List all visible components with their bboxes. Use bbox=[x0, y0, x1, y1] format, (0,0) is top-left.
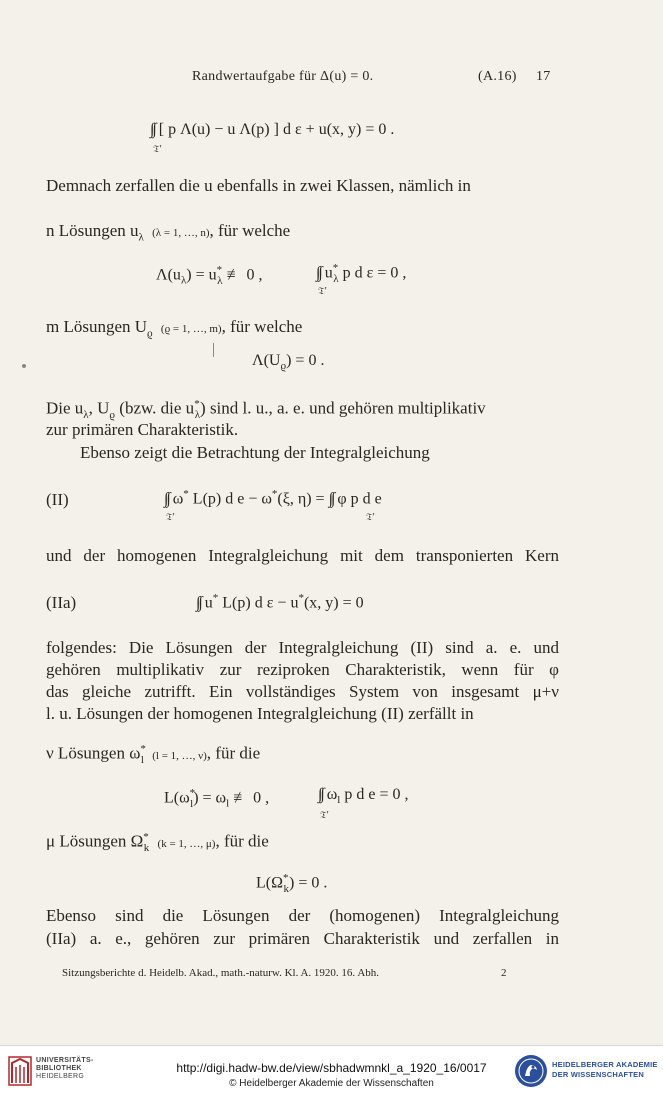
mu-solutions-line bbox=[46, 831, 269, 854]
nu-solutions-text: ν Lösungen ω bbox=[46, 743, 141, 763]
eq2-tail: ) = 0 . bbox=[286, 352, 325, 369]
paragraph-line: folgendes: Die Lösungen der Integralgleichung (II) sind a. e. und bbox=[46, 638, 559, 657]
double-integral-sign: ∫∫ bbox=[164, 490, 169, 508]
star-superscript: * bbox=[140, 743, 146, 755]
star-superscript: * bbox=[298, 592, 304, 604]
section-ref: (A.16) bbox=[478, 69, 517, 84]
library-name-line: BIBLIOTHEK bbox=[36, 1065, 82, 1072]
double-integral-sign: ∫∫ bbox=[196, 594, 201, 612]
subscript-l: l bbox=[190, 797, 194, 810]
eq3-left: L(ω bbox=[164, 789, 190, 807]
library-name-line: HEIDELBERG bbox=[36, 1073, 85, 1080]
equation-0 bbox=[150, 121, 394, 139]
eqII-part: L(p) d e − ω bbox=[188, 490, 272, 508]
eqII-part: ω bbox=[172, 490, 184, 508]
library-name-line: UNIVERSITÄTS- bbox=[36, 1057, 94, 1064]
para2-part: (bzw. die u bbox=[115, 398, 195, 418]
running-title: Randwertaufgabe für Δ(u) = 0. bbox=[192, 69, 374, 84]
scan-dot bbox=[22, 364, 26, 368]
double-integral-sign: ∫∫ bbox=[318, 786, 323, 803]
copyright-notice: © Heidelberger Akademie der Wissenschaften bbox=[229, 1078, 434, 1089]
eqIIa-part: (x, y) = 0 bbox=[303, 594, 364, 612]
equation-3 bbox=[164, 787, 269, 810]
equation-label-II: (II) bbox=[46, 490, 69, 509]
integration-domain: 𝔗′ bbox=[166, 512, 175, 523]
eq1-right: ≢ 0 , bbox=[222, 266, 263, 284]
page-number: 17 bbox=[536, 69, 551, 84]
n-solutions-tail: , für welche bbox=[209, 221, 291, 240]
paragraph-line: gehören multiplikativ zur reziproken Charakteristik, wenn für φ bbox=[46, 660, 559, 679]
integration-domain: 𝔗′ bbox=[318, 286, 327, 297]
eq4-tail: ) = 0 . bbox=[289, 874, 328, 892]
equation-label-IIa: (IIa) bbox=[46, 593, 77, 612]
paragraph-line: l. u. Lösungen der homogenen Integralgleichung (II) zerfällt in bbox=[46, 704, 474, 723]
star-superscript: * bbox=[143, 831, 149, 843]
mu-solutions-tail: , für die bbox=[215, 831, 269, 851]
equation-2 bbox=[252, 352, 324, 372]
subscript-l: l bbox=[226, 797, 230, 810]
subscript-rho: ϱ bbox=[280, 360, 287, 373]
m-solutions-text: m Lösungen U bbox=[46, 317, 148, 336]
index-range: (ϱ = 1, …, m) bbox=[160, 323, 222, 335]
nu-solutions-tail: , für die bbox=[206, 743, 261, 763]
eq1-integrand: u bbox=[324, 264, 333, 282]
eq4-left: L(Ω bbox=[256, 874, 283, 892]
star-superscript: * bbox=[332, 262, 339, 274]
n-solutions-line bbox=[46, 221, 290, 243]
subscript-l: l bbox=[140, 754, 144, 767]
paragraph-line: Ebenso zeigt die Betrachtung der Integralgleichung bbox=[80, 443, 430, 462]
index-range: (k = 1, …, μ) bbox=[157, 837, 216, 850]
paragraph-line: Ebenso sind die Lösungen der (homogenen) Integralgleichung bbox=[46, 906, 559, 925]
star-superscript: * bbox=[194, 398, 200, 410]
star-superscript: * bbox=[212, 592, 219, 604]
double-integral-sign: ∫∫ bbox=[150, 121, 155, 138]
scan-mark bbox=[213, 343, 214, 357]
eqII-part: (ξ, η) = bbox=[277, 490, 329, 508]
star-superscript: * bbox=[189, 787, 196, 799]
eqIIa-part: L(p) d ε − u bbox=[218, 594, 299, 612]
eqII-part: φ p d e bbox=[337, 490, 382, 508]
m-solutions-tail: , für welche bbox=[221, 317, 303, 336]
star-superscript: * bbox=[283, 872, 289, 884]
academy-name bbox=[552, 1060, 658, 1080]
paragraph-line: das gleiche zutrifft. Ein vollständiges System von insgesamt μ+ν bbox=[46, 682, 559, 701]
paragraph-line: zur primären Charakteristik. bbox=[46, 420, 239, 439]
n-solutions-text: n Lösungen u bbox=[46, 221, 139, 240]
subscript-lambda: λ bbox=[83, 409, 89, 422]
index-range: (λ = 1, …, n) bbox=[152, 227, 210, 239]
double-integral-sign: ∫∫ bbox=[316, 264, 321, 282]
integration-domain: 𝔗′ bbox=[153, 144, 162, 155]
subscript-lambda: λ bbox=[217, 274, 223, 287]
index-range: (l = 1, …, ν) bbox=[152, 749, 207, 762]
eq3-right: ≢ 0 , bbox=[229, 789, 270, 807]
eq1-mid: ) = u bbox=[186, 266, 217, 284]
viewer-bottom-bar bbox=[0, 1045, 663, 1096]
eq3-integral-tail: p d e = 0 , bbox=[340, 786, 409, 803]
subscript-l: l bbox=[337, 794, 341, 807]
subscript-rho: ϱ bbox=[109, 409, 116, 422]
paragraph-line: Demnach zerfallen die u ebenfalls in zwei Klassen, nämlich in bbox=[46, 176, 471, 195]
para2-part: ) sind l. u., a. e. und gehören multiplikativ bbox=[200, 398, 486, 418]
academy-name-line: HEIDELBERGER AKADEMIE bbox=[552, 1060, 658, 1069]
eq1-integral-tail: p d ε = 0 , bbox=[338, 264, 407, 282]
equation-4 bbox=[256, 872, 327, 895]
subscript-lambda: λ bbox=[180, 274, 187, 287]
star-superscript: * bbox=[183, 488, 189, 500]
equation-3-integral bbox=[318, 786, 408, 806]
m-solutions-line bbox=[46, 317, 302, 339]
subscript-lambda: λ bbox=[194, 409, 201, 422]
subscript-rho: ϱ bbox=[147, 327, 153, 340]
integration-domain: 𝔗′ bbox=[320, 810, 329, 821]
integration-domain: 𝔗′ bbox=[366, 512, 375, 523]
subscript-lambda: λ bbox=[333, 272, 339, 285]
permalink-url[interactable]: http://digi.hadw-bw.de/view/sbhadwmnkl_a_1920_16/0017 bbox=[176, 1061, 487, 1075]
paragraph-line bbox=[46, 398, 559, 421]
equation-1 bbox=[156, 264, 262, 287]
equation-0-body: [ p Λ(u) − u Λ(p) ] d ε + u(x, y) = 0 . bbox=[158, 121, 395, 138]
star-superscript: * bbox=[216, 264, 223, 276]
eq2-left: Λ(U bbox=[252, 352, 281, 369]
academy-seal-icon bbox=[514, 1054, 548, 1088]
double-integral-sign: ∫∫ bbox=[328, 490, 334, 508]
paragraph-line: und der homogenen Integralgleichung mit dem transponierten Kern bbox=[46, 546, 559, 565]
nu-solutions-line bbox=[46, 743, 260, 766]
equation-IIa bbox=[196, 592, 364, 612]
mu-solutions-text: μ Lösungen Ω bbox=[46, 831, 144, 851]
eq3-integrand: ω bbox=[326, 786, 338, 803]
paragraph-line: (IIa) a. e., gehören zur primären Charakteristik und zerfallen in bbox=[46, 929, 559, 948]
equation-II bbox=[164, 488, 382, 508]
eq1-left: Λ(u bbox=[156, 266, 181, 284]
page-footer-signature: 2 bbox=[501, 967, 507, 979]
academy-name-line: DER WISSENSCHAFTEN bbox=[552, 1070, 644, 1079]
subscript-lambda: λ bbox=[138, 231, 144, 244]
page-footer-citation: Sitzungsberichte d. Heidelb. Akad., math.-naturw. Kl. A. 1920. 16. Abh. bbox=[62, 967, 380, 979]
subscript-k: k bbox=[143, 842, 150, 855]
para2-part: , U bbox=[88, 398, 110, 418]
para2-part: Die u bbox=[46, 398, 84, 418]
equation-1-integral bbox=[316, 262, 406, 285]
star-superscript: * bbox=[271, 488, 278, 500]
eqIIa-part: u bbox=[204, 594, 213, 612]
eq3-mid: ) = ω bbox=[193, 789, 227, 807]
subscript-k: k bbox=[283, 882, 289, 895]
